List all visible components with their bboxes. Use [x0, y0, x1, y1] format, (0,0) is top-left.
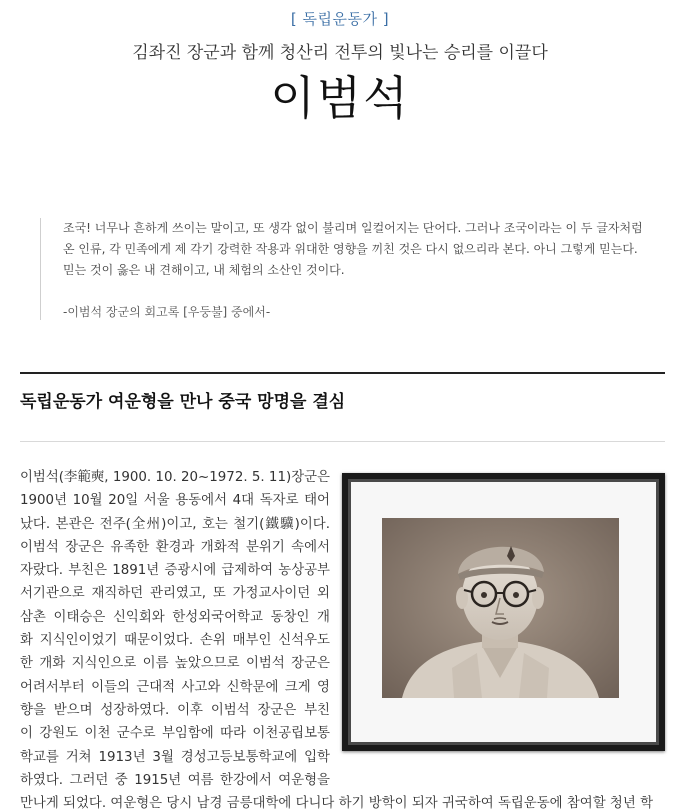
- section-heading: 독립운동가 여운형을 만나 중국 망명을 결심: [20, 392, 346, 412]
- section-divider-bottom: [20, 441, 665, 442]
- quote-line: 믿는 것이 옳은 내 견해이고, 내 체험의 소산인 것이다.: [63, 263, 345, 277]
- frame-bevel: [348, 479, 659, 745]
- body-line: 한 개화 지식인으로 이름 높았으므로 이범석 장군은: [20, 656, 330, 672]
- body-line: 학교를 거쳐 1913년 3월 경성고등보통학교에 입학: [20, 749, 330, 765]
- quote-line: 온 인류, 각 민족에게 제 각기 강력한 작용과 위대한 영향을 끼친 것은 다시 없으리라 본다. 아니 그렇게 믿는다.: [63, 242, 638, 256]
- page-title: 이범석: [270, 71, 410, 125]
- portrait-frame: [342, 473, 665, 751]
- body-line: 났다. 본관은 전주(全州)이고, 호는 철기(鐵驥)이다.: [20, 516, 330, 532]
- quote-text: [63, 218, 668, 281]
- body-line-continued: 만나게 되었다. 여운형은 당시 남경 금릉대학에 다니다 하기 방학이 되자 귀국하여 독립운동에 참여할 청년 학: [20, 796, 653, 811]
- body-line: 자랐다. 부친은 1891년 증광시에 급제하여 농상공부: [20, 563, 330, 579]
- portrait-photo-icon: [382, 518, 619, 698]
- body-line: 어려서부터 이들의 근대적 사고와 신학문에 크게 영: [20, 679, 330, 695]
- quote-source: -이범석 장군의 회고록 [우둥불] 중에서-: [63, 305, 271, 319]
- body-line: 삼촌 이태승은 신익회와 한성외국어학교 동창인 개: [20, 609, 330, 625]
- quote-block: [40, 218, 668, 320]
- section-divider-top: [20, 372, 665, 374]
- body-line: 서기관으로 재직하던 관리였고, 또 가정교사이던 외: [20, 586, 330, 602]
- body-line: 1900년 10월 20일 서울 용동에서 4대 독자로 태어: [20, 493, 330, 509]
- body-line: 이 강원도 이천 군수로 부임함에 따라 이천공립보통: [20, 726, 330, 742]
- category-label: [ 독립운동가 ]: [290, 10, 390, 28]
- portrait-mat: [351, 482, 656, 742]
- body-line: 화 지식인이었기 때문이었다. 손위 매부인 신석우도: [20, 633, 330, 649]
- quote-line: 조국! 너무나 흔하게 쓰이는 말이고, 또 생각 없이 불리며 일컬어지는 단어다. 그러나 조국이라는 이 두 글자처럼: [63, 221, 643, 235]
- body-line: 이범석(李範奭, 1900. 10. 20~1972. 5. 11)장군은: [20, 470, 330, 485]
- body-paragraph: [20, 466, 330, 792]
- body-line: 향을 받으며 성장하였다. 이후 이범석 장군은 부친: [20, 702, 330, 718]
- body-line: 이범석 장군은 유족한 환경과 개화적 분위기 속에서: [20, 539, 330, 555]
- body-line: 하였다. 그러던 중 1915년 여름 한강에서 여운형을: [20, 772, 330, 788]
- article-subtitle: 김좌진 장군과 함께 청산리 전투의 빛나는 승리를 이끌다: [132, 43, 548, 63]
